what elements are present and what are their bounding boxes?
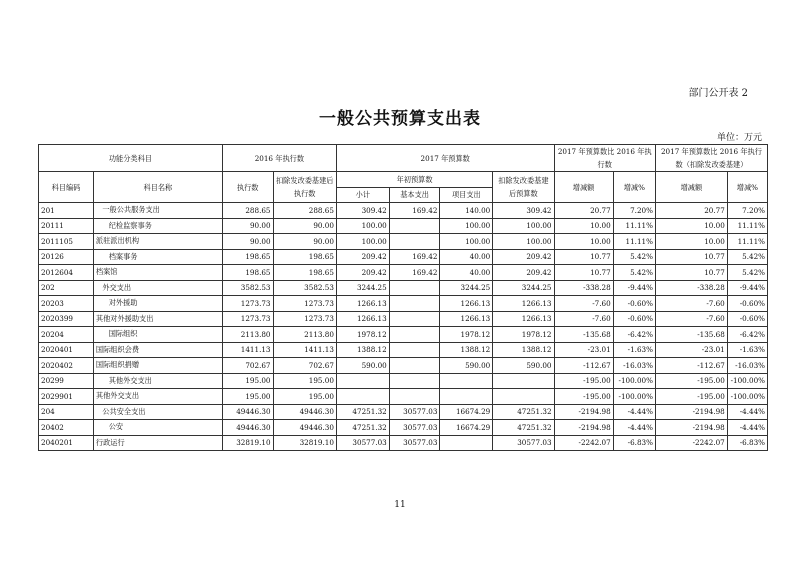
cell-pct2: -4.44% [727,404,767,420]
page-number: 11 [394,500,406,510]
cell-basic [389,234,440,250]
cell-project: 140.00 [440,203,493,219]
unit-label: 单位：万元 [716,133,762,143]
cell-name: 档案事务 [93,249,222,265]
cell-name: 行政运行 [93,435,222,451]
cell-budget-adj: 100.00 [493,218,554,234]
cell-exec-adj: 90.00 [273,234,336,250]
cell-exec: 195.00 [222,389,273,405]
page-title: 一般公共预算支出表 [319,109,481,129]
cell-project: 16674.29 [440,420,493,436]
cell-budget-adj: 3244.25 [493,280,554,296]
cell-chg: -135.68 [554,327,613,343]
cell-pct2: -6.42% [727,327,767,343]
cell-pct2: -0.60% [727,296,767,312]
cell-pct: 7.20% [613,203,655,219]
cell-name: 派驻派出机构 [93,234,222,250]
header-subtotal: 小计 [336,187,389,203]
cell-budget-adj: 47251.32 [493,404,554,420]
cell-pct2: -4.44% [727,420,767,436]
header-annual-initial: 年初预算数 [336,172,492,188]
cell-exec: 1273.73 [222,311,273,327]
cell-project: 1266.13 [440,296,493,312]
cell-code: 20203 [39,296,94,312]
cell-chg: -2194.98 [554,420,613,436]
cell-basic [389,373,440,389]
cell-pct: -6.42% [613,327,655,343]
cell-pct2: 11.11% [727,234,767,250]
cell-exec-adj: 90.00 [273,218,336,234]
cell-subtotal: 309.42 [336,203,389,219]
cell-subtotal: 47251.32 [336,404,389,420]
cell-basic: 169.42 [389,265,440,281]
cell-subtotal [336,389,389,405]
cell-subtotal: 209.42 [336,265,389,281]
cell-subtotal: 3244.25 [336,280,389,296]
cell-subtotal: 1266.13 [336,311,389,327]
cell-exec: 49446.30 [222,404,273,420]
table-row [39,404,768,420]
header-change-pct-2: 增减% [727,172,767,203]
cell-name: 档案馆 [93,265,222,281]
table-row [39,218,768,234]
table-row [39,342,768,358]
cell-budget-adj: 30577.03 [493,435,554,451]
cell-name: 对外援助 [93,296,222,312]
cell-name: 其他外交支出 [93,373,222,389]
cell-pct2: -1.63% [727,342,767,358]
cell-budget-adj: 209.42 [493,265,554,281]
cell-pct2: -6.83% [727,435,767,451]
cell-exec: 702.67 [222,358,273,374]
cell-project: 1978.12 [440,327,493,343]
cell-chg2: 10.00 [655,234,727,250]
cell-name: 其他对外援助支出 [93,311,222,327]
cell-exec: 1411.13 [222,342,273,358]
cell-chg: -195.00 [554,373,613,389]
header-budget-2017: 2017 年预算数 [336,145,554,172]
cell-exec: 32819.10 [222,435,273,451]
cell-exec-adj: 195.00 [273,373,336,389]
cell-name: 一般公共服务支出 [93,203,222,219]
table-label: 部门公开表 2 [688,88,748,99]
cell-name: 纪检监察事务 [93,218,222,234]
header-code: 科目编码 [39,172,94,203]
cell-chg: 20.77 [554,203,613,219]
cell-budget-adj: 590.00 [493,358,554,374]
cell-chg2: -23.01 [655,342,727,358]
table-row [39,435,768,451]
cell-subtotal: 100.00 [336,218,389,234]
cell-chg2: -2194.98 [655,404,727,420]
cell-chg2: -7.60 [655,296,727,312]
cell-project: 3244.25 [440,280,493,296]
cell-exec: 198.65 [222,265,273,281]
cell-chg2: -2242.07 [655,435,727,451]
cell-project [440,389,493,405]
cell-chg: -7.60 [554,296,613,312]
cell-project [440,373,493,389]
cell-exec-adj: 49446.30 [273,404,336,420]
cell-chg2: -338.28 [655,280,727,296]
table-row [39,311,768,327]
cell-chg: -7.60 [554,311,613,327]
cell-code: 20299 [39,373,94,389]
table-row [39,265,768,281]
cell-chg2: 10.77 [655,249,727,265]
cell-budget-adj: 1388.12 [493,342,554,358]
header-name: 科目名称 [93,172,222,203]
cell-exec-adj: 198.65 [273,265,336,281]
cell-pct: -6.83% [613,435,655,451]
cell-budget-adj: 1266.13 [493,311,554,327]
header-basic: 基本支出 [389,187,440,203]
table-row [39,234,768,250]
cell-budget-adj: 1266.13 [493,296,554,312]
cell-project: 100.00 [440,218,493,234]
header-cmp-adjusted: 2017 年预算数比 2016 年执行数（扣除发改委基建） [655,145,767,172]
cell-pct: 5.42% [613,249,655,265]
table-row [39,280,768,296]
header-func-category: 功能分类科目 [39,145,223,172]
cell-pct2: 5.42% [727,249,767,265]
cell-chg: 10.77 [554,249,613,265]
cell-pct2: 11.11% [727,218,767,234]
cell-exec-adj: 702.67 [273,358,336,374]
cell-basic [389,327,440,343]
header-exec-2016: 2016 年执行数 [222,145,336,172]
cell-pct2: -0.60% [727,311,767,327]
cell-pct: 5.42% [613,265,655,281]
cell-pct: -4.44% [613,420,655,436]
cell-project: 40.00 [440,249,493,265]
cell-subtotal [336,373,389,389]
cell-project: 1266.13 [440,311,493,327]
cell-basic: 169.42 [389,249,440,265]
cell-exec-adj: 1273.73 [273,311,336,327]
header-project: 项目支出 [440,187,493,203]
cell-code: 2011105 [39,234,94,250]
cell-pct2: -100.00% [727,373,767,389]
cell-project: 16674.29 [440,404,493,420]
cell-exec-adj: 32819.10 [273,435,336,451]
cell-project [440,435,493,451]
header-change-amount-2: 增减额 [655,172,727,203]
cell-pct: -16.03% [613,358,655,374]
header-change-pct: 增减% [613,172,655,203]
cell-exec-adj: 1273.73 [273,296,336,312]
table-row [39,389,768,405]
cell-project: 590.00 [440,358,493,374]
cell-chg2: 10.00 [655,218,727,234]
cell-budget-adj: 209.42 [493,249,554,265]
cell-name: 外交支出 [93,280,222,296]
cell-pct: -4.44% [613,404,655,420]
cell-project: 1388.12 [440,342,493,358]
cell-chg2: -195.00 [655,373,727,389]
cell-basic: 169.42 [389,203,440,219]
cell-exec: 198.65 [222,249,273,265]
header-cmp-exec: 2017 年预算数比 2016 年执行数 [554,145,655,172]
cell-exec-adj: 288.65 [273,203,336,219]
cell-subtotal: 1388.12 [336,342,389,358]
cell-code: 2020401 [39,342,94,358]
cell-basic [389,358,440,374]
budget-table [38,144,768,451]
cell-basic [389,311,440,327]
cell-pct2: -9.44% [727,280,767,296]
table-row [39,249,768,265]
cell-exec: 3582.53 [222,280,273,296]
cell-exec: 90.00 [222,218,273,234]
header-change-amount: 增减额 [554,172,613,203]
cell-exec-adj: 198.65 [273,249,336,265]
cell-subtotal: 30577.03 [336,435,389,451]
cell-chg: -195.00 [554,389,613,405]
cell-pct: -0.60% [613,311,655,327]
cell-subtotal: 1266.13 [336,296,389,312]
cell-basic [389,280,440,296]
cell-exec: 288.65 [222,203,273,219]
cell-chg2: -135.68 [655,327,727,343]
cell-exec: 90.00 [222,234,273,250]
cell-pct2: 5.42% [727,265,767,281]
cell-chg: -2242.07 [554,435,613,451]
cell-basic: 30577.03 [389,435,440,451]
cell-name: 其他外交支出 [93,389,222,405]
cell-budget-adj: 1978.12 [493,327,554,343]
cell-pct: -100.00% [613,389,655,405]
cell-pct2: 7.20% [727,203,767,219]
cell-code: 2020399 [39,311,94,327]
cell-chg: 10.00 [554,234,613,250]
cell-chg: -2194.98 [554,404,613,420]
cell-basic: 30577.03 [389,420,440,436]
cell-chg2: -195.00 [655,389,727,405]
cell-pct: 11.11% [613,218,655,234]
cell-pct2: -16.03% [727,358,767,374]
header-budget-ex-ndrc: 扣除发改委基建后预算数 [493,172,554,203]
cell-exec-adj: 1411.13 [273,342,336,358]
cell-chg: -338.28 [554,280,613,296]
cell-subtotal: 100.00 [336,234,389,250]
cell-pct: -0.60% [613,296,655,312]
cell-subtotal: 47251.32 [336,420,389,436]
cell-pct: -1.63% [613,342,655,358]
cell-code: 2012604 [39,265,94,281]
cell-chg2: 20.77 [655,203,727,219]
cell-chg2: -7.60 [655,311,727,327]
cell-exec-adj: 195.00 [273,389,336,405]
cell-budget-adj: 100.00 [493,234,554,250]
cell-subtotal: 590.00 [336,358,389,374]
table-row [39,327,768,343]
cell-budget-adj [493,373,554,389]
cell-subtotal: 209.42 [336,249,389,265]
cell-exec-adj: 49446.30 [273,420,336,436]
cell-budget-adj: 47251.32 [493,420,554,436]
cell-code: 204 [39,404,94,420]
cell-chg: -112.67 [554,358,613,374]
cell-exec: 195.00 [222,373,273,389]
cell-name: 国际组织 [93,327,222,343]
table-row [39,296,768,312]
cell-code: 2020402 [39,358,94,374]
cell-chg2: 10.77 [655,265,727,281]
cell-chg: 10.77 [554,265,613,281]
table-row [39,420,768,436]
cell-name: 公安 [93,420,222,436]
cell-code: 20204 [39,327,94,343]
cell-code: 20111 [39,218,94,234]
cell-chg2: -2194.98 [655,420,727,436]
cell-exec-adj: 2113.80 [273,327,336,343]
table-row [39,358,768,374]
cell-budget-adj [493,389,554,405]
cell-exec: 2113.80 [222,327,273,343]
cell-exec-adj: 3582.53 [273,280,336,296]
cell-exec: 1273.73 [222,296,273,312]
cell-basic [389,296,440,312]
cell-code: 20126 [39,249,94,265]
cell-pct: 11.11% [613,234,655,250]
cell-pct: -100.00% [613,373,655,389]
cell-chg: 10.00 [554,218,613,234]
cell-project: 40.00 [440,265,493,281]
cell-basic [389,389,440,405]
cell-code: 202 [39,280,94,296]
cell-chg2: -112.67 [655,358,727,374]
cell-code: 20402 [39,420,94,436]
cell-basic [389,342,440,358]
cell-pct: -9.44% [613,280,655,296]
cell-subtotal: 1978.12 [336,327,389,343]
cell-name: 国际组织会费 [93,342,222,358]
header-exec: 执行数 [222,172,273,203]
cell-name: 公共安全支出 [93,404,222,420]
cell-basic [389,218,440,234]
cell-name: 国际组织捐赠 [93,358,222,374]
cell-code: 2029901 [39,389,94,405]
cell-budget-adj: 309.42 [493,203,554,219]
cell-chg: -23.01 [554,342,613,358]
cell-project: 100.00 [440,234,493,250]
table-row [39,373,768,389]
cell-exec: 49446.30 [222,420,273,436]
cell-code: 2040201 [39,435,94,451]
table-row [39,203,768,219]
cell-pct2: -100.00% [727,389,767,405]
header-exec-ex-ndrc: 扣除发改委基建后执行数 [273,172,336,203]
cell-code: 201 [39,203,94,219]
cell-basic: 30577.03 [389,404,440,420]
